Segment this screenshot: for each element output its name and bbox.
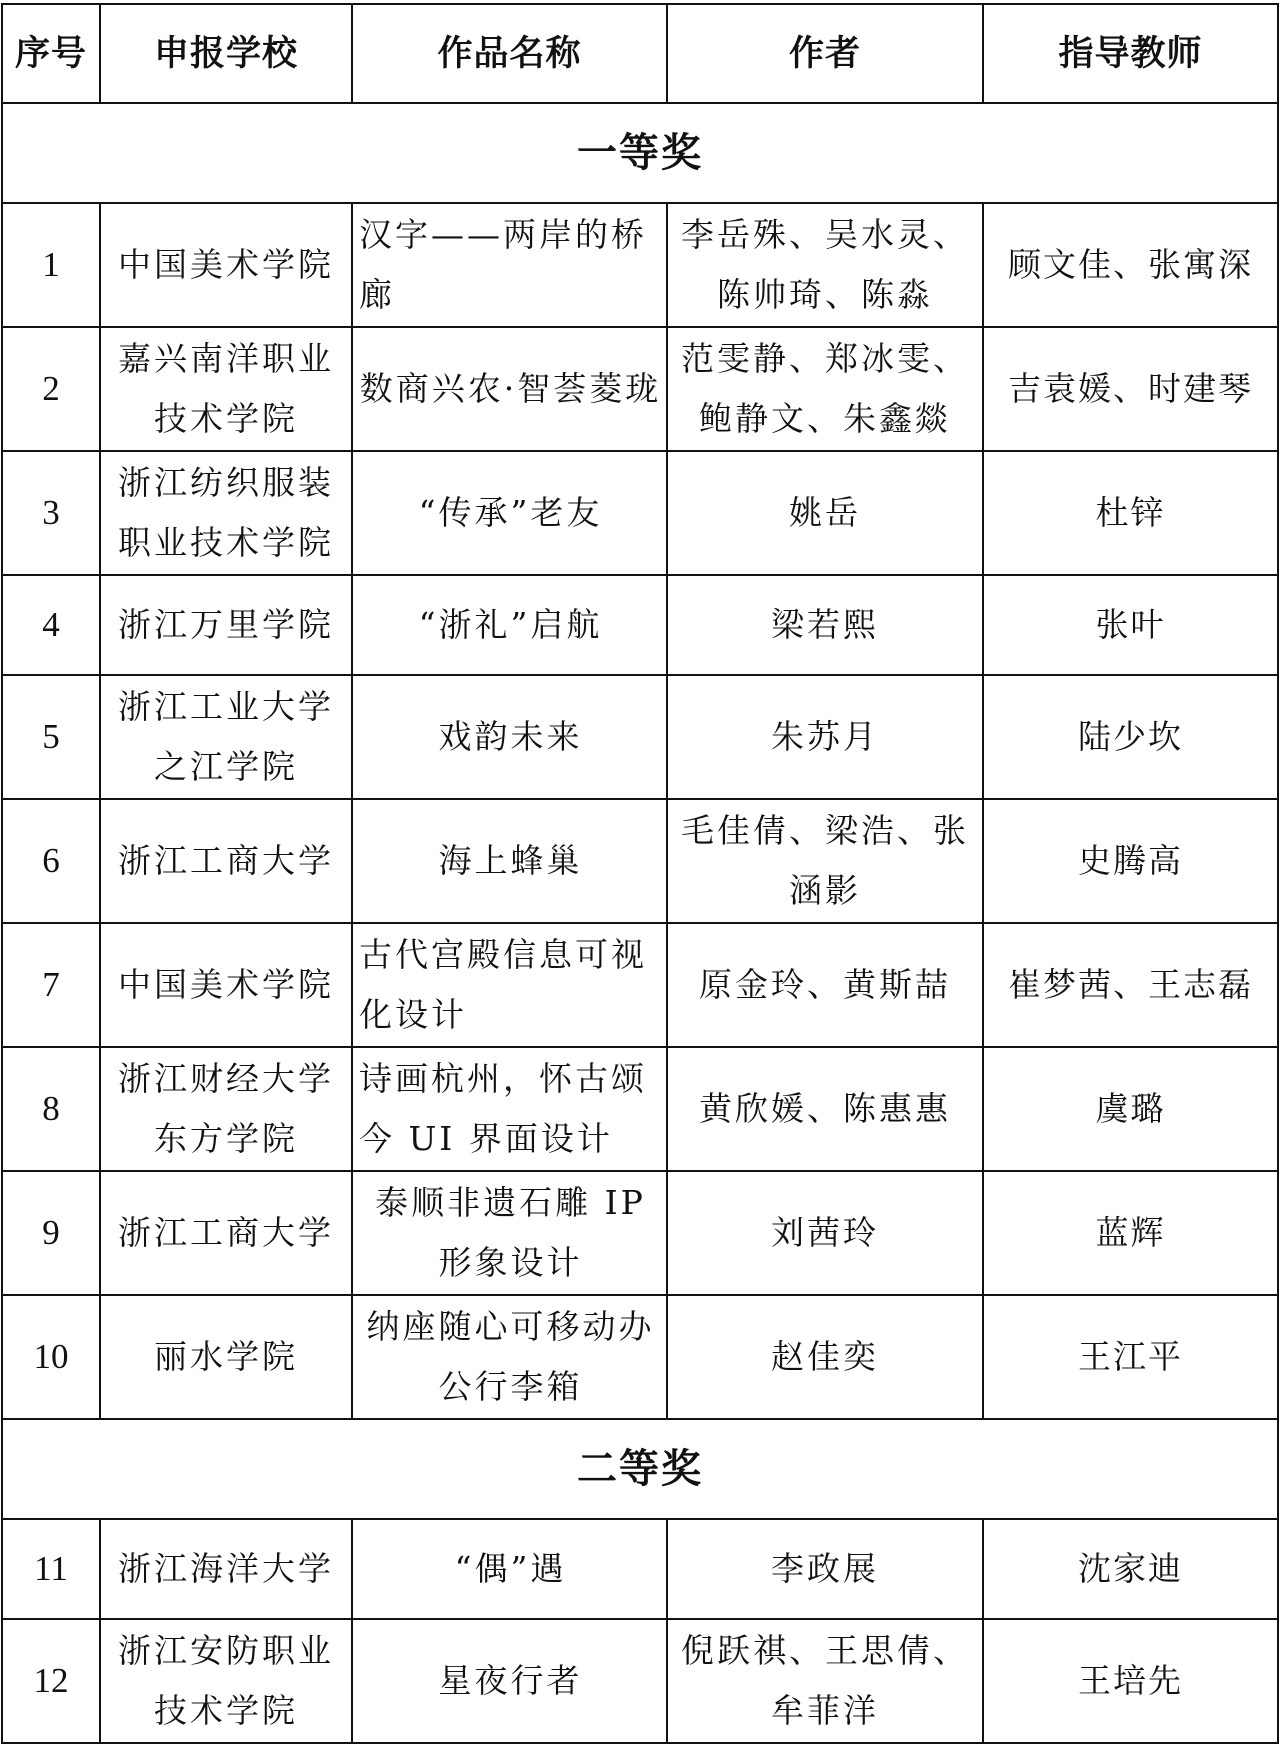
row-authors: 毛佳倩、梁浩、张涵影 [667,799,983,923]
table-row [2,923,1278,1047]
group-title: 一等奖 [2,103,1278,203]
row-school: 丽水学院 [100,1295,352,1419]
header-school: 申报学校 [100,4,352,103]
row-authors: 李岳殊、吴水灵、陈帅琦、陈淼 [667,203,983,327]
row-school: 浙江工商大学 [100,1171,352,1295]
row-no: 3 [2,451,100,575]
header-work: 作品名称 [352,4,667,103]
row-work: 古代宫殿信息可视化设计 [352,923,667,1047]
row-school: 浙江财经大学东方学院 [100,1047,352,1171]
row-no: 6 [2,799,100,923]
group-row-second-prize [2,1419,1278,1519]
row-school: 中国美术学院 [100,923,352,1047]
row-work: 星夜行者 [352,1619,667,1743]
row-school: 浙江万里学院 [100,575,352,675]
row-teachers: 陆少坎 [983,675,1278,799]
row-teachers: 杜锌 [983,451,1278,575]
row-work: 诗画杭州，怀古颂今 UI 界面设计 [352,1047,667,1171]
row-work: 海上蜂巢 [352,799,667,923]
table-row [2,1619,1278,1743]
row-no: 8 [2,1047,100,1171]
row-no: 12 [2,1619,100,1743]
row-no: 10 [2,1295,100,1419]
table-row [2,327,1278,451]
header-authors: 作者 [667,4,983,103]
row-school: 嘉兴南洋职业技术学院 [100,327,352,451]
row-no: 4 [2,575,100,675]
row-work: “浙礼”启航 [352,575,667,675]
row-work: 泰顺非遗石雕 IP 形象设计 [352,1171,667,1295]
row-authors: 赵佳奕 [667,1295,983,1419]
header-teachers: 指导教师 [983,4,1278,103]
row-authors: 倪跃祺、王思倩、牟菲洋 [667,1619,983,1743]
header-row [2,4,1278,103]
row-school: 浙江工商大学 [100,799,352,923]
row-authors: 梁若熙 [667,575,983,675]
row-work: “传承”老友 [352,451,667,575]
group-title: 二等奖 [2,1419,1278,1519]
row-teachers: 顾文佳、张寓深 [983,203,1278,327]
row-school: 浙江安防职业技术学院 [100,1619,352,1743]
row-authors: 姚岳 [667,451,983,575]
row-teachers: 蓝辉 [983,1171,1278,1295]
table-row [2,451,1278,575]
row-work: 数商兴农·智荟菱珑 [352,327,667,451]
row-no: 7 [2,923,100,1047]
row-work: 戏韵未来 [352,675,667,799]
row-work: “偶”遇 [352,1519,667,1619]
row-work: 纳座随心可移动办公行李箱 [352,1295,667,1419]
table-row [2,799,1278,923]
table-row [2,1295,1278,1419]
row-no: 9 [2,1171,100,1295]
row-school: 浙江纺织服装职业技术学院 [100,451,352,575]
row-authors: 朱苏月 [667,675,983,799]
table-row [2,1171,1278,1295]
row-school: 中国美术学院 [100,203,352,327]
row-no: 1 [2,203,100,327]
row-work: 汉字——两岸的桥廊 [352,203,667,327]
row-no: 5 [2,675,100,799]
table-row [2,675,1278,799]
row-school: 浙江工业大学之江学院 [100,675,352,799]
table-row [2,203,1278,327]
header-no: 序号 [2,4,100,103]
row-no: 2 [2,327,100,451]
row-teachers: 沈家迪 [983,1519,1278,1619]
row-authors: 黄欣媛、陈惠惠 [667,1047,983,1171]
row-teachers: 崔梦茜、王志磊 [983,923,1278,1047]
row-teachers: 张叶 [983,575,1278,675]
row-authors: 刘茜玲 [667,1171,983,1295]
award-table [1,3,1279,1744]
row-teachers: 王江平 [983,1295,1278,1419]
row-authors: 原金玲、黄斯喆 [667,923,983,1047]
row-authors: 李政展 [667,1519,983,1619]
row-teachers: 王培先 [983,1619,1278,1743]
row-school: 浙江海洋大学 [100,1519,352,1619]
row-teachers: 史腾高 [983,799,1278,923]
table-row [2,1047,1278,1171]
group-row-first-prize [2,103,1278,203]
row-teachers: 虞璐 [983,1047,1278,1171]
table-row [2,575,1278,675]
row-authors: 范雯静、郑冰雯、鲍静文、朱鑫燚 [667,327,983,451]
table-row [2,1519,1278,1619]
row-teachers: 吉袁媛、时建琴 [983,327,1278,451]
row-no: 11 [2,1519,100,1619]
